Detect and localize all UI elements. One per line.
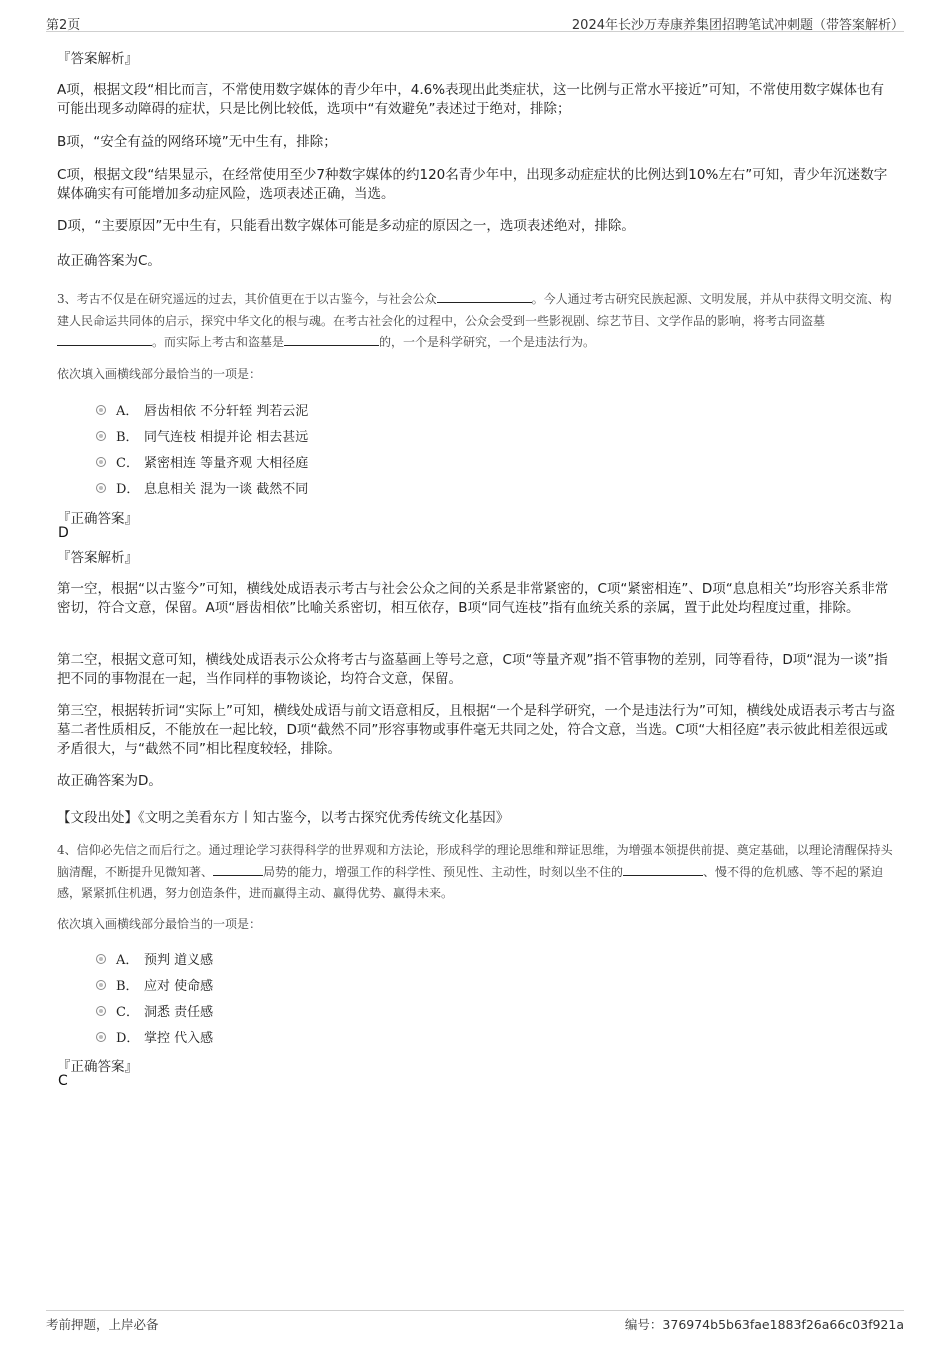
q3-conclusion: 故正确答案为D。 (57, 773, 162, 789)
q2-explain-option-c: C项，根据文段“结果显示，在经常使用至少7种数字媒体的约120名青少年中，出现多动症症状的比例达到10%左右”可知，青少年沉迷数字媒体确实有可能增加多动症风险，选项表述正确，当选。 (57, 167, 888, 202)
option-letter: C． (116, 456, 139, 471)
page-number: 第2页 (46, 18, 81, 33)
q3-stem-part1: 3、考古不仅是在研究遥远的过去，其价值更在于以古鉴今，与社会公众 (57, 292, 437, 306)
q4-answer-value: C (58, 1073, 68, 1089)
q3-blank-2 (57, 333, 152, 346)
q2-conclusion: 故正确答案为C。 (57, 253, 161, 269)
q3-stem-part4: 的，一个是科学研究，一个是违法行为。 (379, 335, 596, 349)
footer-slogan: 考前押题，上岸必备 (46, 1317, 159, 1332)
option-text: 同气连枝 相提并论 相去甚远 (144, 430, 309, 445)
q2-explain-option-d: D项，“主要原因”无中生有，只能看出数字媒体可能是多动症的原因之一，选项表述绝对，排除。 (57, 218, 635, 234)
page-header (46, 14, 904, 32)
option-letter: C． (116, 1005, 139, 1020)
option-text: 息息相关 混为一谈 截然不同 (144, 482, 309, 497)
q4-answer-label: 『正确答案』 (57, 1059, 138, 1075)
q3-explain-label: 『答案解析』 (57, 550, 138, 566)
q3-source: 【文段出处】《文明之美看东方丨知古鉴今，以考古探究优秀传统文化基因》 (57, 810, 510, 826)
q3-explain-blank-2: 第二空，根据文意可知，横线处成语表示公众将考古与盗墓画上等号之意，C项“等量齐观”指不管事物的差别，同等看待，D项“混为一谈”指把不同的事物混在一起，当作同样的事物谈论，均符合文意，保留。 (57, 652, 888, 687)
option-text: 唇齿相依 不分轩轾 判若云泥 (144, 404, 309, 419)
q4-stem-part2: 局势的能力，增强工作的科学性、预见性、主动性，时刻以坐不住的 (263, 864, 624, 879)
q3-explain-blank-3: 第三空，根据转折词“实际上”可知，横线处成语与前文语意相反，且根据“一个是科学研究，一个是违法行为”可知，横线处成语表示考古与盗墓二者性质相反，不能放在一起比较，D项“截然不同”形容事物或事件毫无共同之处，符合文意，当选。C项“大相径庭”表示彼此相差很远或矛盾很大，与“截然不同”相比程度较轻，排除。 (57, 703, 895, 757)
option-letter: D． (116, 482, 140, 497)
q4-blank-2 (623, 863, 703, 876)
q4-blank-1 (213, 863, 263, 876)
option-letter: A． (116, 953, 139, 968)
option-text: 掌控 代入感 (144, 1031, 214, 1046)
footer-serial: 编号：376974b5b63fae1883f26a66c03f921a (624, 1317, 904, 1332)
option-text: 预判 道义感 (144, 953, 214, 968)
document-title: 2024年长沙万寿康养集团招聘笔试冲刺题（带答案解析） (571, 18, 904, 33)
radio-icon[interactable] (96, 954, 106, 964)
q2-explain-label: 『答案解析』 (57, 51, 138, 67)
option-text: 紧密相连 等量齐观 大相径庭 (144, 456, 309, 471)
q4-prompt: 依次填入画横线部分最恰当的一项是： (57, 917, 262, 931)
q3-prompt: 依次填入画横线部分最恰当的一项是： (57, 367, 262, 381)
q3-blank-3 (284, 333, 379, 346)
option-text: 应对 使命感 (144, 979, 214, 994)
q3-blank-1 (437, 290, 532, 303)
radio-icon[interactable] (96, 1006, 106, 1016)
radio-icon[interactable] (96, 483, 106, 493)
q3-stem (57, 289, 897, 354)
q3-stem-part3: 。而实际上考古和盗墓是 (152, 335, 285, 349)
q3-answer-label: 『正确答案』 (57, 511, 138, 527)
option-letter: A． (116, 404, 139, 419)
q4-stem-part3: 、慢不得的危机感、等不起的紧迫感，紧紧抓住机遇，努力创造条件，进而赢得主动、赢得优势、赢得未来。 (57, 864, 884, 900)
radio-icon[interactable] (96, 431, 106, 441)
q4-stem-part1: 4、信仰必先信之而后行之。通过理论学习获得科学的世界观和方法论，形成科学的理论思维和辩证思维，为增强本领提供前提、奠定基础，以理论清醒保持头脑清醒，不断提升见微知著、 (57, 843, 893, 879)
q2-explain-option-a: A项，根据文段“相比而言，不常使用数字媒体的青少年中，4.6%表现出此类症状，这一比例与正常水平接近”可知，不常使用数字媒体也有可能出现多动障碍的症状，只是比例比较低，选项中“有效避免”表述过于绝对，排除； (57, 82, 885, 117)
option-letter: B． (116, 979, 139, 994)
q3-answer-value: D (58, 525, 69, 541)
radio-icon[interactable] (96, 457, 106, 467)
q4-stem (57, 840, 897, 905)
radio-icon[interactable] (96, 980, 106, 990)
q2-explain-option-b: B项，“安全有益的网络环境”无中生有，排除； (57, 134, 337, 150)
option-letter: D． (116, 1031, 140, 1046)
option-text: 洞悉 责任感 (144, 1005, 214, 1020)
radio-icon[interactable] (96, 1032, 106, 1042)
page-footer (46, 1310, 904, 1332)
q3-explain-blank-1: 第一空，根据“以古鉴今”可知，横线处成语表示考古与社会公众之间的关系是非常紧密的，C项“紧密相连”、D项“息息相关”均形容关系非常密切，符合文意，保留。A项“唇齿相依”比喻关系密切，相互依存，B项“同气连枝”指有血统关系的亲属，置于此处均程度过重，排除。 (57, 581, 889, 616)
q3-stem-part2: 。今人通过考古研究民族起源、文明发展，并从中获得文明交流、构建人民命运共同体的启示，探究中华文化的根与魂。在考古社会化的过程中，公众会受到一些影视剧、综艺节目、文学作品的影响，将考古同盗墓 (57, 292, 892, 328)
option-letter: B． (116, 430, 139, 445)
radio-icon[interactable] (96, 405, 106, 415)
